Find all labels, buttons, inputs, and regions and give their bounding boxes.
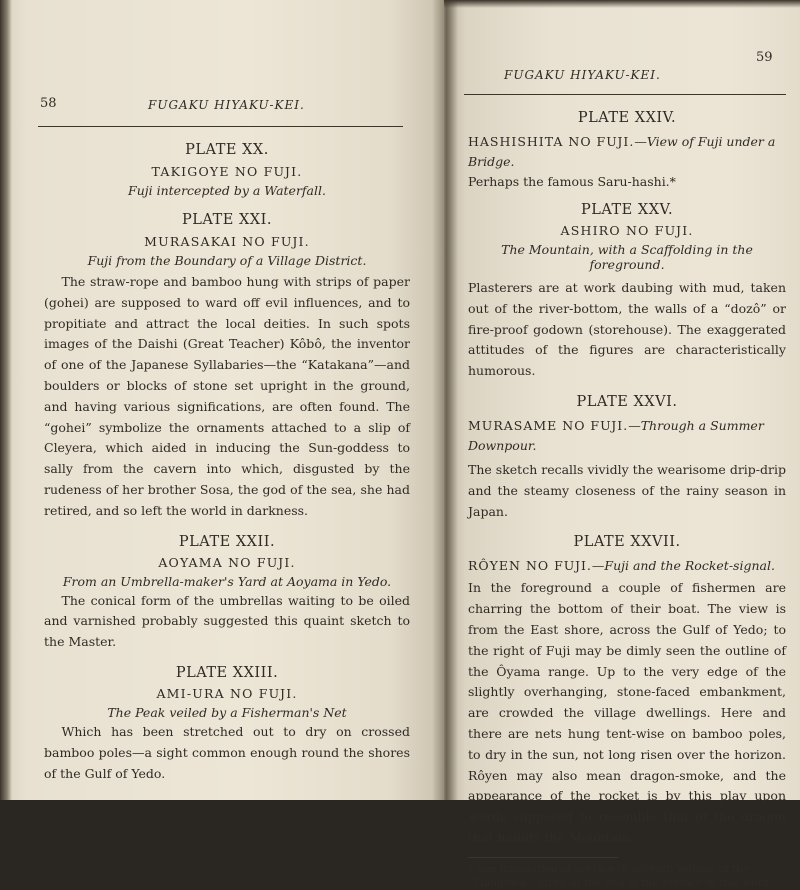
plate-27-heading bbox=[468, 556, 786, 576]
running-head-right: FUGAKU HIYAKU-KEI. bbox=[504, 68, 661, 82]
page-number-right: 59 bbox=[756, 50, 773, 65]
running-head-left: FUGAKU HIYAKU-KEI. bbox=[148, 98, 305, 112]
plate-24-title: PLATE XXIV. bbox=[577, 110, 677, 126]
plate-23-subtitle: AMI-URA NO FUJI. bbox=[156, 685, 298, 701]
plate-24-note: Perhaps the famous Saru-hashi.* bbox=[468, 174, 676, 189]
left-page bbox=[0, 0, 444, 800]
plate-21-text: The straw-rope and bamboo hung with strips of paper (gohei) are supposed to ward off evil influences, and to propitiate and attract the local deities. In such spots images of the Daishi (Great Teacher) Kôbô, the inventor of one of the Japanese Syllabaries—the “Katakana”—and boulders or blocks of stone set upright in the ground, and having various significations, are often found. The “gohei” symbolize the ornaments attached to a slip of Cleyera, which aided in inducing the Sun-goddess to sally from the cavern into which, disgusted by the rudeness of her brother Sosa, the god of the sea, she had retired, and so left the world in darkness. bbox=[44, 274, 410, 518]
plate-21-caption: Fuji from the Boundary of a Village District. bbox=[87, 253, 367, 268]
header-rule-left bbox=[38, 126, 403, 127]
book-gutter bbox=[432, 0, 458, 800]
plate-25-subtitle: ASHIRO NO FUJI. bbox=[560, 223, 694, 238]
plate-26-title: PLATE XXVI. bbox=[576, 393, 678, 410]
plate-24-name: HASHISHITA NO FUJI. bbox=[468, 134, 635, 149]
plate-20-caption: Fuji intercepted by a Waterfall. bbox=[128, 183, 326, 198]
plate-23-caption: The Peak veiled by a Fisherman's Net bbox=[107, 704, 347, 720]
plate-21-title: PLATE XXI. bbox=[182, 212, 272, 228]
right-page-body bbox=[468, 110, 786, 890]
plate-27-title: PLATE XXVII. bbox=[573, 534, 681, 551]
plate-26-text: The sketch recalls vividly the wearisome drip-drip and the steamy closeness of the rainy season in Japan. bbox=[468, 461, 786, 519]
plate-27-name: RÔYEN NO FUJI. bbox=[468, 558, 592, 574]
header-rule-right bbox=[464, 94, 786, 95]
plate-23-title: PLATE XXIII. bbox=[175, 664, 279, 681]
left-page-body bbox=[44, 142, 410, 784]
plate-20-title: PLATE XX. bbox=[185, 142, 269, 158]
book-edge bbox=[0, 0, 12, 800]
plate-26-name: MURASAME NO FUJI. bbox=[468, 417, 629, 433]
footnote-rule bbox=[468, 857, 618, 858]
plate-22-caption: From an Umbrella-maker's Yard at Aoyama in Yedo. bbox=[62, 573, 392, 589]
plate-25-text: Plasterers are at work daubing with mud, taken out of the river-bottom, the walls of a “dozô” or fire-proof godown (storehouse). The exaggerated attitudes of the figures are characteristically humorous. bbox=[468, 280, 786, 379]
plate-20-subtitle: TAKIGOYE NO FUJI. bbox=[151, 164, 303, 179]
plate-24-caption: —View of Fuji under a Bridge. bbox=[468, 134, 776, 169]
page-top-shadow bbox=[444, 0, 800, 8]
footnote: * See translation of preface to seventh volume of the “Manguwa,” given at the end of the Preface to this work. bbox=[468, 862, 773, 889]
plate-22-text: The conical form of the umbrellas waiting to be oiled and varnished probably suggested this quaint sketch to the Master. bbox=[44, 592, 410, 650]
plate-22-subtitle: AOYAMA NO FUJI. bbox=[158, 554, 296, 570]
right-page bbox=[444, 0, 800, 889]
plate-26-caption: —Through a Summer Downpour. bbox=[468, 417, 764, 453]
page-number-left: 58 bbox=[40, 96, 57, 111]
plate-25-caption: The Mountain, with a Scaffolding in the foreground. bbox=[501, 242, 753, 272]
plate-27-text: In the foreground a couple of fishermen are charring the bottom of their boat. The view is from the East shore, across the Gulf of Yedo; to the right of Fuji may be dimly seen the outline of the Ôyama range. Up to the very edge of the slightly overhanging, stone-faced embankment, are crowded the village dwellings. Here and there are nets hung tent-wise on bamboo poles, to dry in the sun, not long risen over the horizon. Rôyen may also mean dragon-smoke, and the appearance of the rocket is by this play upon words supposed to resemble that of the dragon that haunts the Mountain. bbox=[468, 580, 786, 845]
plate-27-caption: —Fuji and the Rocket-signal. bbox=[591, 558, 775, 574]
plate-25-title: PLATE XXV. bbox=[580, 202, 674, 218]
plate-23-text: Which has been stretched out to dry on crossed bamboo poles—a sight common enough round the shores of the Gulf of Yedo. bbox=[44, 723, 410, 781]
plate-22-title: PLATE XXII. bbox=[178, 533, 276, 550]
plate-26-heading bbox=[468, 416, 786, 456]
plate-21-subtitle: MURASAKAI NO FUJI. bbox=[144, 234, 310, 249]
plate-24-heading bbox=[468, 132, 786, 172]
